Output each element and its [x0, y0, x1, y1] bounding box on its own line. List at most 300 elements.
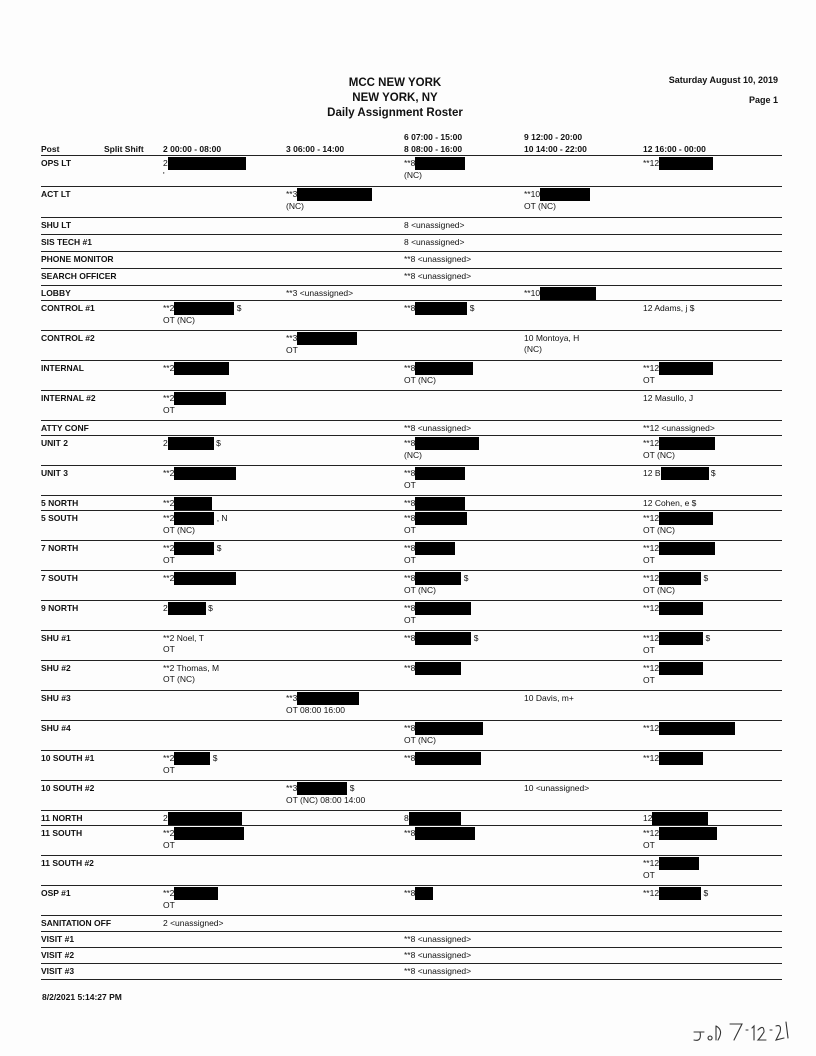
assignment-cell: [163, 888, 218, 911]
assignment-note: (NC): [524, 343, 542, 354]
assignment-text: **8: [404, 468, 416, 478]
assignment-text: 2 <unassigned>: [163, 918, 224, 928]
assignment-text: **2: [163, 573, 175, 583]
col-split-shift: Split Shift: [104, 144, 144, 154]
assignment-cell: [643, 603, 703, 615]
redaction-block: [659, 662, 703, 675]
assignment-note: OT: [163, 405, 175, 415]
table-row: [41, 421, 782, 436]
redaction-block: [174, 302, 234, 315]
assignment-text: **8 <unassigned>: [404, 423, 472, 433]
assignment-text: 10 Davis, m+: [524, 693, 574, 703]
assignment-cell: [643, 813, 708, 825]
assignment-cell: [643, 573, 708, 596]
table-row: [41, 691, 782, 721]
redaction-block: [659, 572, 701, 585]
assignment-cell: [286, 783, 365, 806]
assignment-cell: [163, 663, 219, 684]
assignment-note: OT (NC): [163, 315, 195, 325]
redaction-block: [174, 512, 214, 525]
assignment-text: 12: [643, 813, 653, 823]
assignment-cell: [404, 158, 465, 181]
assignment-text: **8: [404, 363, 416, 373]
redaction-block: [661, 467, 709, 480]
table-row: [41, 886, 782, 916]
redaction-block: [415, 542, 455, 555]
col-shift-6: 6 07:00 - 15:00: [404, 132, 463, 142]
assignment-cell: [404, 468, 465, 491]
post-name: SHU #2: [41, 663, 71, 673]
redaction-block: [415, 752, 481, 765]
assignment-text: 12 Adams, j $: [643, 303, 695, 313]
post-name: 5 NORTH: [41, 498, 79, 508]
assignment-text: **8: [404, 513, 416, 523]
redaction-block: [415, 437, 479, 450]
assignment-cell: [404, 271, 471, 282]
assignment-cell: [163, 498, 212, 510]
table-row: [41, 496, 782, 511]
assignment-note: (NC): [286, 201, 304, 211]
post-name: 10 SOUTH #2: [41, 783, 95, 793]
redaction-block: [174, 542, 214, 555]
assignment-note: OT: [163, 765, 175, 775]
assignment-text: **8: [404, 633, 416, 643]
assignment-text: **2: [163, 828, 175, 838]
assignment-cell: [163, 363, 229, 375]
table-row: [41, 436, 782, 466]
table-row: [41, 301, 782, 331]
assignment-cell: [404, 254, 471, 265]
assignment-cell: [643, 393, 693, 404]
assignment-suffix: $: [210, 753, 218, 763]
assignment-text: 2: [163, 603, 168, 613]
redaction-block: [415, 722, 483, 735]
post-name: PHONE MONITOR: [41, 254, 114, 264]
assignment-text: **8: [404, 543, 416, 553]
post-name: OSP #1: [41, 888, 71, 898]
assignment-suffix: $: [701, 888, 709, 898]
assignment-note: OT (NC): [524, 201, 556, 211]
roster-date: Saturday August 10, 2019: [668, 75, 778, 85]
assignment-cell: [643, 723, 735, 735]
col-shift-3: 3 06:00 - 14:00: [286, 144, 345, 154]
assignment-cell: [286, 288, 353, 299]
assignment-note: OT: [404, 555, 416, 565]
assignment-note: OT: [643, 870, 655, 880]
assignment-cell: [163, 303, 241, 326]
redaction-block: [297, 332, 357, 345]
redaction-block: [415, 157, 465, 170]
assignment-note: OT: [163, 840, 175, 850]
assignment-note: OT (NC): [404, 735, 436, 745]
post-name: ATTY CONF: [41, 423, 89, 433]
redaction-block: [659, 512, 713, 525]
post-name: 7 NORTH: [41, 543, 79, 553]
redaction-block: [415, 512, 467, 525]
assignment-text: **12: [643, 663, 660, 673]
assignment-text: **2: [163, 888, 175, 898]
assignment-text: **8: [404, 158, 416, 168]
stray-mark: ': [163, 170, 165, 180]
assignment-cell: [404, 934, 471, 945]
table-row: [41, 511, 782, 541]
post-name: 7 SOUTH: [41, 573, 78, 583]
table-row: [41, 331, 782, 361]
redaction-block: [174, 827, 244, 840]
assignment-suffix: $: [471, 633, 479, 643]
post-name: 9 NORTH: [41, 603, 79, 613]
post-name: OPS LT: [41, 158, 72, 168]
redaction-block: [174, 752, 210, 765]
assignment-cell: [286, 693, 359, 716]
redaction-block: [415, 632, 471, 645]
redaction-block: [415, 497, 465, 510]
assignment-suffix: $: [461, 573, 469, 583]
assignment-suffix: $: [708, 468, 716, 478]
table-row: [41, 811, 782, 826]
redaction-block: [659, 602, 703, 615]
redaction-block: [174, 887, 218, 900]
assignment-text: **12: [643, 753, 660, 763]
assignment-text: **2 Noel, T: [163, 633, 204, 643]
post-name: INTERNAL #2: [41, 393, 96, 403]
assignment-cell: [163, 633, 204, 654]
assignment-cell: [524, 189, 590, 212]
assignment-text: **10: [524, 189, 541, 199]
post-name: 11 NORTH: [41, 813, 83, 823]
assignment-text: **12: [643, 858, 660, 868]
assignment-note: OT: [643, 555, 655, 565]
post-name: 11 SOUTH: [41, 828, 83, 838]
assignment-cell: [286, 333, 357, 356]
assignment-note: (NC): [404, 170, 422, 180]
assignment-cell: [643, 753, 703, 765]
assignment-cell: [163, 513, 228, 536]
assignment-text: 8 <unassigned>: [404, 237, 465, 247]
print-timestamp: 8/2/2021 5:14:27 PM: [42, 992, 122, 1002]
assignment-cell: [163, 393, 226, 416]
redaction-block: [415, 827, 475, 840]
assignment-text: 2: [163, 438, 168, 448]
assignment-cell: [643, 303, 695, 314]
post-name: 11 SOUTH #2: [41, 858, 94, 868]
table-row: [41, 466, 782, 496]
assignment-cell: [524, 783, 589, 794]
assignment-cell: [404, 498, 465, 510]
table-row: [41, 751, 782, 781]
assignment-note: OT: [163, 555, 175, 565]
assignment-cell: [163, 573, 236, 585]
redaction-block: [659, 827, 717, 840]
assignment-cell: [163, 438, 221, 450]
table-row: [41, 218, 782, 235]
redaction-block: [168, 157, 246, 170]
redaction-block: [415, 887, 433, 900]
redaction-block: [659, 887, 701, 900]
assignment-note: OT (NC): [643, 585, 675, 595]
table-row: [41, 826, 782, 856]
assignment-cell: [404, 723, 483, 746]
redaction-block: [168, 812, 242, 825]
redaction-block: [415, 467, 465, 480]
assignment-suffix: , N: [214, 513, 228, 523]
assignment-note: OT (NC): [404, 375, 436, 385]
assignment-cell: [163, 158, 246, 181]
table-row: [41, 235, 782, 252]
redaction-block: [415, 362, 473, 375]
table-row: [41, 286, 782, 301]
assignment-cell: [404, 663, 461, 675]
facility-title: MCC NEW YORK: [348, 77, 442, 89]
assignment-text: 12 Cohen, e $: [643, 498, 697, 508]
assignment-cell: [643, 423, 715, 434]
assignment-cell: [524, 333, 579, 354]
post-name: 5 SOUTH: [41, 513, 78, 523]
assignment-text: **8: [404, 888, 416, 898]
assignment-text: 2: [163, 158, 168, 168]
assignment-cell: [643, 543, 715, 566]
table-row: [41, 571, 782, 601]
assignment-text: **2: [163, 543, 175, 553]
redaction-block: [168, 437, 214, 450]
col-shift-12: 12 16:00 - 00:00: [643, 144, 706, 154]
assignment-text: **3: [286, 333, 298, 343]
assignment-text: 10 Montoya, H: [524, 333, 580, 343]
assignment-note: OT (NC): [163, 673, 195, 684]
assignment-cell: [163, 543, 221, 566]
assignment-note: OT: [643, 645, 655, 655]
page-number: Page 1: [748, 95, 778, 105]
redaction-block: [540, 188, 590, 201]
assignment-cell: [404, 303, 474, 315]
assignment-note: OT: [286, 345, 298, 355]
assignment-note: OT: [404, 525, 416, 535]
assignment-cell: [404, 633, 478, 645]
assignment-text: **3: [286, 189, 298, 199]
assignment-text: **8 <unassigned>: [404, 966, 472, 976]
post-name: ACT LT: [41, 189, 71, 199]
assignment-text: 12 B: [643, 468, 661, 478]
assignment-note: OT (NC): [163, 525, 195, 535]
assignment-text: 10 <unassigned>: [524, 783, 590, 793]
assignment-text: **8: [404, 828, 416, 838]
assignment-cell: [643, 363, 713, 386]
assignment-text: **8: [404, 573, 416, 583]
table-row: [41, 661, 782, 691]
table-row: [41, 391, 782, 421]
post-name: UNIT 2: [41, 438, 68, 448]
table-row: [41, 601, 782, 631]
table-row: [41, 781, 782, 811]
assignment-text: **12: [643, 543, 660, 553]
table-row: [41, 631, 782, 661]
assignment-text: 12 Masullo, J: [643, 393, 694, 403]
assignment-text: **12: [643, 573, 660, 583]
assignment-cell: [643, 888, 708, 900]
facility-location: NEW YORK, NY: [352, 92, 438, 104]
redaction-block: [297, 188, 372, 201]
assignment-cell: [404, 828, 475, 840]
table-row: [41, 948, 782, 964]
post-name: VISIT #1: [41, 934, 75, 944]
assignment-text: **8: [404, 498, 416, 508]
assignment-cell: [643, 498, 696, 509]
redaction-block: [168, 602, 206, 615]
table-row: [41, 156, 782, 187]
redaction-block: [415, 662, 461, 675]
table-row: [41, 269, 782, 286]
assignment-text: **2: [163, 468, 175, 478]
assignment-cell: [643, 828, 717, 851]
assignment-cell: [643, 858, 699, 881]
assignment-note: OT: [643, 675, 655, 685]
assignment-text: 8: [404, 813, 409, 823]
assignment-note: OT: [163, 643, 175, 654]
redaction-block: [659, 857, 699, 870]
assignment-text: **8: [404, 438, 416, 448]
assignment-note: OT: [643, 840, 655, 850]
assignment-text: **12: [643, 513, 660, 523]
roster-title: Daily Assignment Roster: [327, 107, 463, 119]
assignment-cell: [404, 966, 471, 977]
table-row: [41, 856, 782, 886]
redaction-block: [659, 542, 715, 555]
redaction-block: [174, 362, 229, 375]
assignment-suffix: $: [467, 303, 475, 313]
redaction-block: [174, 467, 236, 480]
table-row: [41, 361, 782, 391]
assignment-cell: [524, 288, 596, 300]
assignment-cell: [643, 513, 713, 536]
assignment-cell: [404, 888, 433, 900]
assignment-text: **8 <unassigned>: [404, 950, 472, 960]
assignment-suffix: $: [213, 438, 221, 448]
redaction-block: [659, 632, 703, 645]
handwritten-signature: [690, 1018, 790, 1044]
col-shift-9: 9 12:00 - 20:00: [524, 132, 583, 142]
post-name: INTERNAL: [41, 363, 84, 373]
assignment-note: OT: [404, 480, 416, 490]
assignment-text: **8: [404, 603, 416, 613]
table-row: [41, 252, 782, 269]
assignment-text: **8 <unassigned>: [404, 934, 472, 944]
post-name: SANITATION OFF: [41, 918, 112, 928]
redaction-block: [174, 392, 226, 405]
assignment-note: OT (NC): [404, 585, 436, 595]
assignment-note: OT: [643, 375, 655, 385]
assignment-text: **12: [643, 633, 660, 643]
post-name: UNIT 3: [41, 468, 68, 478]
assignment-cell: [404, 438, 479, 461]
assignment-text: **3 <unassigned>: [286, 288, 354, 298]
assignment-cell: [404, 573, 468, 596]
table-row: [41, 964, 782, 980]
assignment-cell: [404, 753, 481, 765]
assignment-text: **2: [163, 393, 175, 403]
table-row: [41, 541, 782, 571]
table-row: [41, 932, 782, 948]
assignment-cell: [643, 158, 713, 170]
col-shift-8: 8 08:00 - 16:00: [404, 144, 463, 154]
assignment-note: OT: [404, 615, 416, 625]
col-shift-10: 10 14:00 - 22:00: [524, 144, 587, 154]
assignment-cell: [163, 828, 244, 851]
redaction-block: [659, 752, 703, 765]
assignment-text: **3: [286, 693, 298, 703]
assignment-text: **2: [163, 303, 175, 313]
assignment-cell: [643, 663, 703, 686]
assignment-cell: [163, 813, 242, 825]
assignment-cell: [643, 438, 715, 461]
redaction-block: [297, 782, 347, 795]
assignment-cell: [404, 513, 467, 536]
assignment-cell: [404, 423, 471, 434]
redaction-block: [415, 302, 467, 315]
assignment-cell: [404, 950, 471, 961]
redaction-block: [409, 812, 461, 825]
assignment-text: **12: [643, 723, 660, 733]
post-name: CONTROL #1: [41, 303, 95, 313]
assignment-text: **2: [163, 513, 175, 523]
assignment-cell: [524, 693, 574, 704]
assignment-text: **8: [404, 723, 416, 733]
post-name: SIS TECH #1: [41, 237, 93, 247]
col-shift-2: 2 00:00 - 08:00: [163, 144, 222, 154]
assignment-note: OT: [163, 900, 175, 910]
roster-table: [41, 155, 782, 980]
assignment-text: **8 <unassigned>: [404, 254, 472, 264]
assignment-cell: [163, 468, 236, 480]
assignment-text: **2: [163, 753, 175, 763]
assignment-text: 8 <unassigned>: [404, 220, 465, 230]
assignment-text: **8 <unassigned>: [404, 271, 472, 281]
redaction-block: [415, 602, 471, 615]
assignment-suffix: $: [347, 783, 355, 793]
assignment-text: **12: [643, 828, 660, 838]
assignment-note: OT (NC) 08:00 14:00: [286, 795, 366, 805]
assignment-text: **2: [163, 363, 175, 373]
assignment-text: **8: [404, 663, 416, 673]
post-name: 10 SOUTH #1: [41, 753, 95, 763]
assignment-text: **10: [524, 288, 541, 298]
col-post: Post: [41, 144, 60, 154]
assignment-text: **12: [643, 363, 660, 373]
assignment-suffix: $: [205, 603, 213, 613]
redaction-block: [652, 812, 708, 825]
post-name: SHU #3: [41, 693, 71, 703]
assignment-cell: [163, 603, 213, 615]
redaction-block: [659, 722, 735, 735]
post-name: LOBBY: [41, 288, 71, 298]
redaction-block: [659, 362, 713, 375]
redaction-block: [174, 497, 212, 510]
assignment-text: **8: [404, 303, 416, 313]
assignment-note: (NC): [404, 450, 422, 460]
assignment-text: **12: [643, 158, 660, 168]
assignment-text: **12: [643, 438, 660, 448]
assignment-note: OT (NC): [643, 450, 675, 460]
assignment-text: **2: [163, 498, 175, 508]
assignment-cell: [643, 633, 710, 656]
assignment-cell: [163, 753, 217, 776]
assignment-cell: [163, 918, 224, 929]
assignment-text: **12: [643, 603, 660, 613]
assignment-note: OT (NC): [643, 525, 675, 535]
assignment-suffix: $: [701, 573, 709, 583]
assignment-cell: [404, 543, 455, 566]
post-name: SHU #4: [41, 723, 71, 733]
assignment-cell: [404, 813, 461, 825]
